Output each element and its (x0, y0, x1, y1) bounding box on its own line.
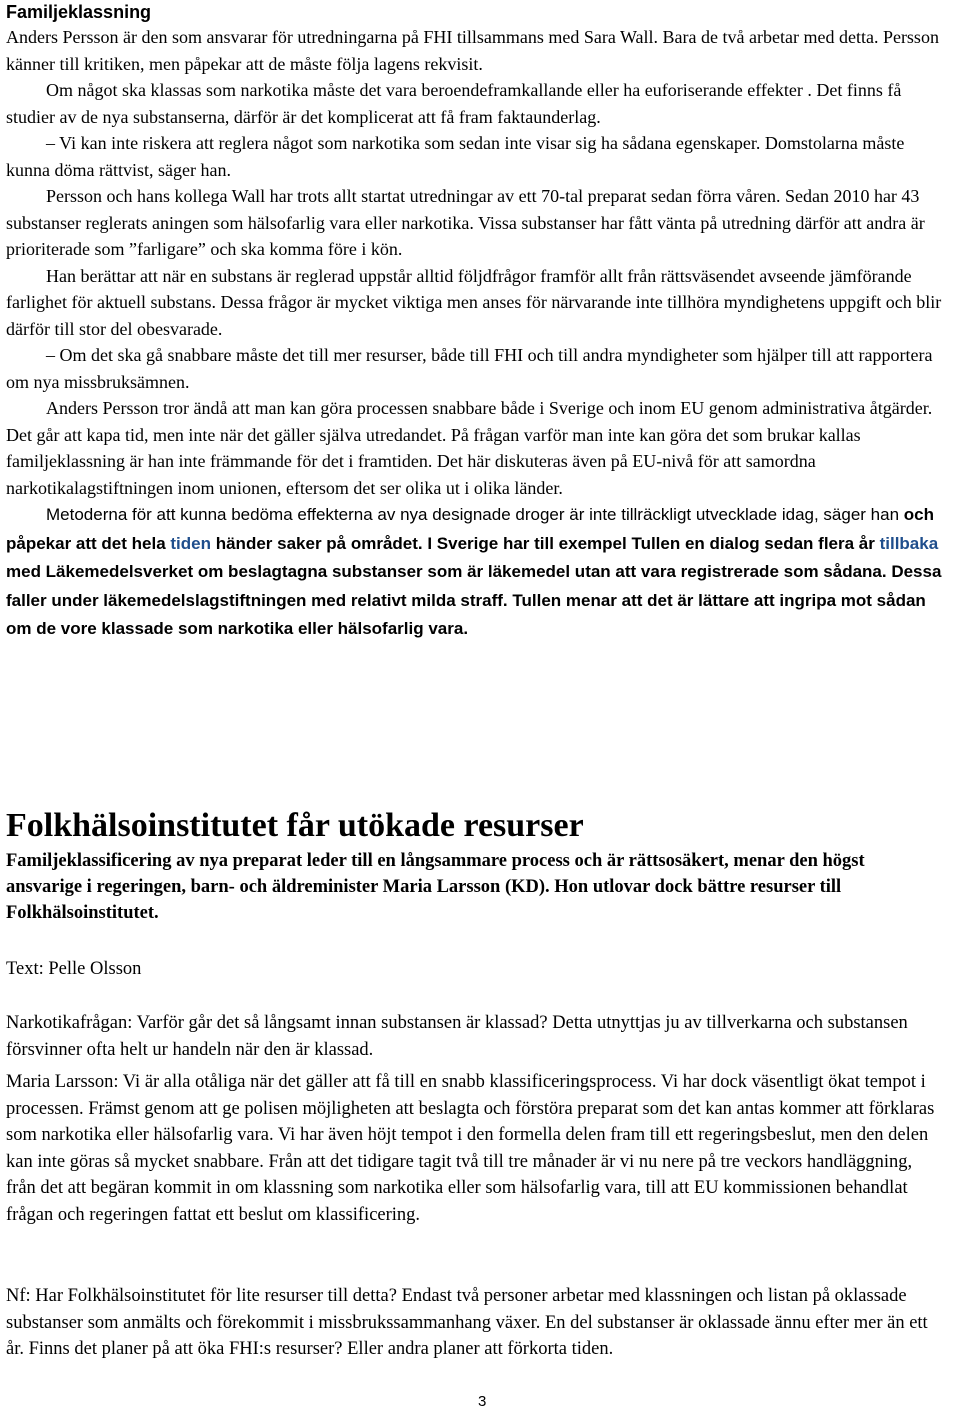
article-body (6, 24, 950, 644)
article-lead: Familjeklassificering av nya preparat leder till en långsammare process och är rättsosäkert, menar den högst ansvarige i regeringen, barn- och äldreminister Maria Larsson (KD). Hon utlovar dock bättre resurser till Folkhälsoinstitutet. (6, 851, 865, 923)
p8-link-tiden: tiden (170, 533, 211, 553)
question-2: Nf: Har Folkhälsoinstitutet för lite resurser till detta? Endast två personer arbetar med klassningen och listan på oklassade substanser som anmälts och förekommit i missbrukssammanhang växer. En del substanser är oklassade ännu efter mer än ett år. Finns det planer på att öka FHI:s resurser? Eller andra planer att förkorta tiden. (6, 1286, 928, 1359)
article-byline: Text: Pelle Olsson (6, 959, 142, 979)
paragraph-6: – Om det ska gå snabbare måste det till mer resurser, både till FHI och till andra myndigheter som hjälper till att rapportera om nya missbruksämnen. (6, 345, 933, 392)
p8-bold-text-2: händer saker på området. I Sverige har till exempel Tullen en dialog sedan flera år (211, 533, 880, 553)
question-1: Narkotikafrågan: Varför går det så långsamt innan substansen är klassad? Detta utnyttjas ju av tillverkarna och substansen försvinner ofta helt ur handeln när den är klassad. (6, 1013, 908, 1060)
paragraph-4: Persson och hans kollega Wall har trots allt startat utredningar av ett 70-tal preparat sedan förra våren. Sedan 2010 har 43 substanser reglerats aningen som hälsofarlig vara eller narkotika. Vissa substanser har fått vänta på utredning därför att andra är prioriterade som ”farligare” och ska komma före i kön. (6, 186, 925, 259)
section-heading: Familjeklassning (6, 2, 152, 22)
paragraph-2: Om något ska klassas som narkotika måste det vara beroendeframkallande eller ha euforiserande effekter . Det finns få studier av de nya substanserna, därför är det komplicerat att få fram faktaunderlag. (6, 80, 902, 127)
article-title: Folkhälsoinstitutet får utökade resurser (6, 807, 584, 844)
paragraph-5: Han berättar att när en substans är reglerad uppstår alltid följdfrågor framför allt från rättsväsendet avseende jämförande farlighet för aktuell substans. Dessa frågor är mycket viktiga men anses för närvarande inte tillhöra myndighetens uppgift och blir därför till stor del obesvarade. (6, 265, 942, 339)
page-number: 3 (478, 1393, 487, 1410)
p8-bold-text-3: med Läkemedelsverket om beslagtagna substanser som är läkemedel utan att vara registrerade som sådana. Dessa faller under läkemedelslagstiftningen med relativt milda straff. Tullen menar att det är lättare att ingripa mot sådan om de vore klassade som narkotika eller hälsofarlig vara. (6, 562, 942, 638)
paragraph-7: Anders Persson tror ändå att man kan göra processen snabbare både i Sverige och inom EU genom administrativa åtgärder. Det går att kapa tid, men inte när det gäller själva utredandet. På frågan varför man inte kan göra det som brukar kallas familjeklassning är han inte främmande för det i framtiden. Det här diskuteras även på EU-nivå för att samordna narkotikalagstiftningen inom unionen, eftersom det ser olika ut i olika länder. (6, 398, 933, 498)
paragraph-1: Anders Persson är den som ansvarar för utredningarna på FHI tillsammans med Sara Wall. Bara de två arbetar med detta. Persson känner till kritiken, men påpekar att de måste följa lagens rekvisit. (6, 27, 939, 74)
paragraph-3: – Vi kan inte riskera att reglera något som narkotika som sedan inte visar sig ha sådana egenskaper. Domstolarna måste kunna döma rättvist, säger han. (6, 133, 905, 180)
p8-plain-text: Metoderna för att kunna bedöma effekterna av nya designade droger är inte tillräckligt utvecklade idag, säger han (46, 505, 904, 524)
p8-bold-text: och påpekar att det hela (6, 505, 935, 553)
p8-link-tillbaka: tillbaka (879, 533, 939, 553)
answer-1: Maria Larsson: Vi är alla otåliga när det gäller att få till en snabb klassificeringsprocess. Vi har dock väsentligt ökat tempot i processen. Främst genom att ge polisen möjligheten att beslagta och förstöra preparat som det kan antas kommer att förklaras som narkotika eller hälsofarlig vara. Vi har även höjt tempot i den formella delen fram till ett regeringsbeslut, men den delen kan inte göras så mycket snabbare. Från att det tidigare tagit två till tre månader är vi nu nere på tre veckors handläggning, från det att begäran kommit in om klassning som narkotika eller som hälsofarlig vara, till att EU kommissionen behandlat frågan och regeringen fattat ett beslut om klassificering. (6, 1072, 935, 1225)
paragraph-8 (6, 501, 950, 644)
